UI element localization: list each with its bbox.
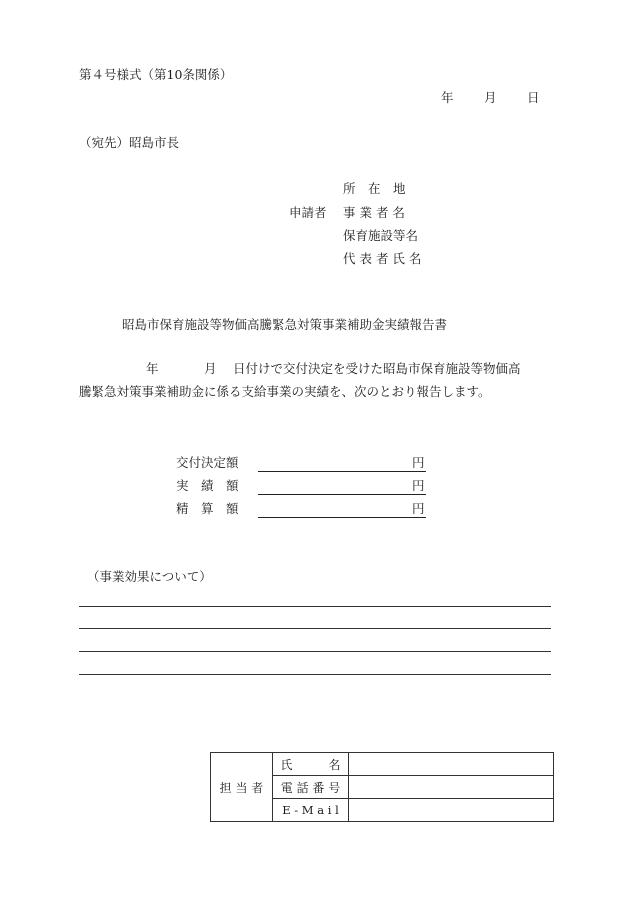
contact-label: 担 当 者 — [211, 753, 273, 822]
effects-heading: （事業効果について） — [87, 569, 212, 584]
effects-line-4 — [79, 674, 551, 675]
amount-label-settlement: 精 算 額 — [176, 501, 239, 516]
amount-label-actual: 実 績 額 — [176, 478, 239, 493]
contact-email-label: E - M a i l — [273, 799, 349, 822]
body-line-1: 日付けで交付決定を受けた昭島市保育施設等物価高 — [233, 361, 521, 376]
contact-table — [210, 752, 554, 822]
contact-row-name — [211, 753, 554, 776]
amount-unit-decision: 円 — [412, 455, 425, 470]
contact-name-value — [349, 753, 554, 776]
effects-line-3 — [79, 651, 551, 652]
report-title: 昭島市保育施設等物価高騰緊急対策事業補助金実績報告書 — [122, 317, 448, 332]
amount-line-actual — [258, 494, 426, 495]
amount-unit-actual: 円 — [412, 478, 425, 493]
date-day-label: 日 — [527, 90, 540, 105]
field-facility-name: 保育施設等名 — [343, 228, 419, 243]
effects-line-1 — [79, 606, 551, 607]
body-line-2: 騰緊急対策事業補助金に係る支給事業の実績を、次のとおり報告します。 — [79, 384, 491, 399]
applicant-label: 申請者 — [289, 205, 327, 220]
body-date-year: 年 — [146, 361, 159, 376]
addressee: （宛先）昭島市長 — [79, 135, 180, 150]
contact-phone-label: 電 話 番 号 — [273, 776, 349, 799]
contact-email-value — [349, 799, 554, 822]
field-representative: 代 表 者 氏 名 — [343, 251, 422, 266]
contact-name-label: 氏 名 — [273, 753, 349, 776]
form-number: 第４号様式（第10条関係） — [79, 67, 233, 82]
amount-line-settlement — [258, 517, 426, 518]
amount-label-decision: 交付決定額 — [176, 455, 239, 470]
date-month-label: 月 — [484, 90, 497, 105]
body-date-month: 月 — [204, 361, 217, 376]
contact-phone-value — [349, 776, 554, 799]
field-business-name: 事 業 者 名 — [343, 205, 405, 220]
amount-unit-settlement: 円 — [412, 501, 425, 516]
field-address: 所 在 地 — [343, 181, 406, 196]
date-year-label: 年 — [441, 90, 454, 105]
effects-line-2 — [79, 628, 551, 629]
amount-line-decision — [258, 471, 426, 472]
